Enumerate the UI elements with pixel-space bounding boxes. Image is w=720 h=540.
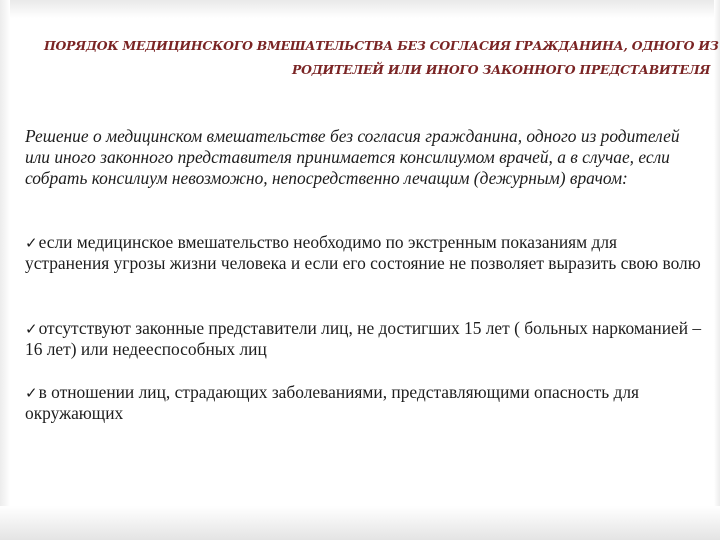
slide-frame-top (0, 0, 720, 18)
check-icon: ✓ (25, 234, 38, 252)
bullet-text: отсутствуют законные представители лиц, не достигших 15 лет ( больных наркоманией – 16 лет) или недееспособных лиц (25, 318, 702, 359)
intro-paragraph: Решение о медицинском вмешательстве без согласия гражданина, одного из родителей или иного законного представителя принимается консилиумом врачей, а в случае, если собрать консилиум невозможно, непосредственно лечащим (дежурным) врачом: (25, 126, 680, 188)
bullet-item-emergency (25, 232, 705, 274)
slide-title-line-1: ПОРЯДОК МЕДИЦИНСКОГО ВМЕШАТЕЛЬСТВА БЕЗ СОГЛАСИЯ ГРАЖДАНИНА, ОДНОГО ИЗ (44, 38, 719, 53)
slide-title-line-2: РОДИТЕЛЕЙ ИЛИ ИНОГО ЗАКОННОГО ПРЕДСТАВИТЕЛЯ (292, 62, 711, 77)
bullet-item-no-representatives (25, 318, 705, 360)
slide-title (0, 34, 720, 84)
bullet-text: в отношении лиц, страдающих заболеваниями, представляющими опасность для окружающих (25, 382, 640, 423)
bullet-text: если медицинское вмешательство необходимо по экстренным показаниям для устранения угрозы жизни человека и если его состояние не позволяет выразить свою волю (25, 232, 701, 273)
check-icon: ✓ (25, 320, 38, 338)
bullet-item-dangerous-diseases (25, 382, 705, 424)
slide-frame-bottom (0, 506, 720, 540)
check-icon: ✓ (25, 384, 38, 402)
slide-content (25, 126, 705, 423)
